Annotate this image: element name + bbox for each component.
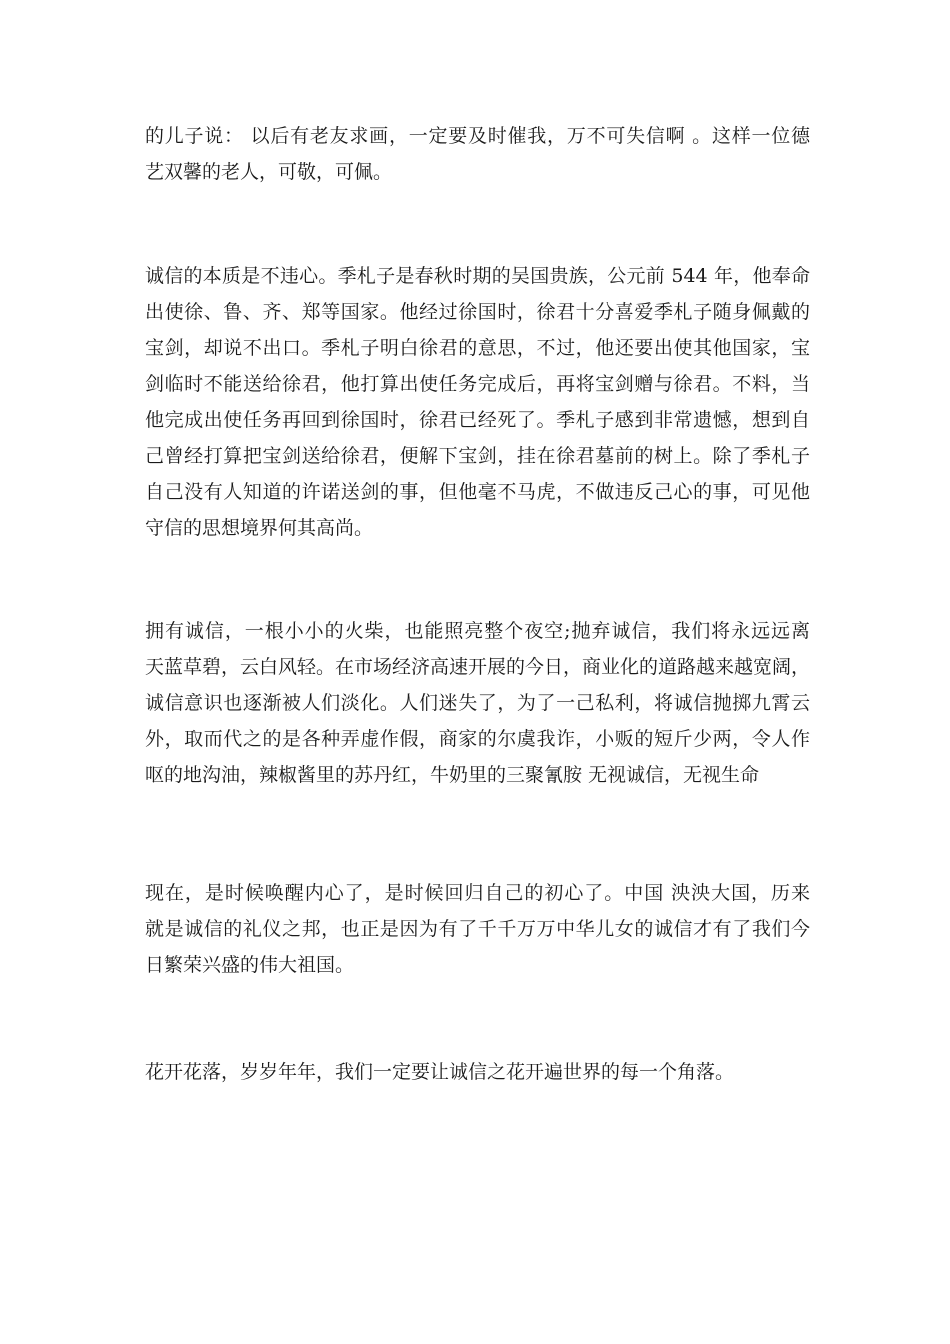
paragraph-line: 就是诚信的礼仪之邦，也正是因为有了千千万万中华儿女的诚信才有了我们今: [145, 918, 810, 940]
paragraph-line: 出使徐、鲁、齐、郑等国家。他经过徐国时，徐君十分喜爱季札子随身佩戴的: [145, 301, 810, 323]
paragraph-line: 己曾经打算把宝剑送给徐君，便解下宝剑，挂在徐君墓前的树上。除了季札子: [145, 445, 810, 467]
paragraph-line: 日繁荣兴盛的伟大祖国。: [145, 954, 355, 976]
paragraph-line: 花开花落，岁岁年年，我们一定要让诚信之花开遍世界的每一个角落。: [145, 1061, 735, 1083]
paragraph-line: 守信的思想境界何其高尚。: [145, 517, 374, 539]
paragraph-line: 宝剑，却说不出口。季札子明白徐君的意思，不过，他还要出使其他国家，宝: [145, 337, 810, 359]
paragraph-line: 呕的地沟油，辣椒酱里的苏丹红，牛奶里的三聚氰胺 无视诚信，无视生命: [145, 764, 760, 786]
paragraph-line: 剑临时不能送给徐君，他打算出使任务完成后，再将宝剑赠与徐君。不料，当: [145, 373, 810, 395]
paragraph-4: [145, 875, 810, 983]
paragraph-line: 艺双馨的老人，可敬，可佩。: [145, 161, 393, 183]
paragraph-2: [145, 258, 810, 546]
paragraph-line: 自己没有人知道的许诺送剑的事，但他毫不马虎，不做违反己心的事，可见他: [145, 481, 810, 503]
paragraph-1: [145, 118, 810, 190]
paragraph-line: 天蓝草碧，云白风轻。在市场经济高速开展的今日，商业化的道路越来越宽阔，: [145, 656, 810, 678]
paragraph-line: 他完成出使任务再回到徐国时，徐君已经死了。季札子感到非常遗憾，想到自: [145, 409, 810, 431]
paragraph-line: 诚信的本质是不违心。季札子是春秋时期的吴国贵族，公元前 544 年，他奉命: [145, 265, 810, 287]
paragraph-line: 现在，是时候唤醒内心了，是时候回归自己的初心了。中国 泱泱大国，历来: [145, 882, 810, 904]
paragraph-line: 外，取而代之的是各种弄虚作假，商家的尔虞我诈，小贩的短斤少两，令人作: [145, 728, 810, 750]
paragraph-line: 的儿子说： 以后有老友求画，一定要及时催我，万不可失信啊 。这样一位德: [145, 125, 810, 147]
paragraph-3: [145, 613, 810, 793]
paragraph-line: 诚信意识也逐渐被人们淡化。人们迷失了，为了一己私利，将诚信抛掷九霄云: [145, 692, 810, 714]
paragraph-5: [145, 1054, 810, 1090]
paragraph-line: 拥有诚信，一根小小的火柴，也能照亮整个夜空;抛弃诚信，我们将永远远离: [145, 620, 810, 642]
